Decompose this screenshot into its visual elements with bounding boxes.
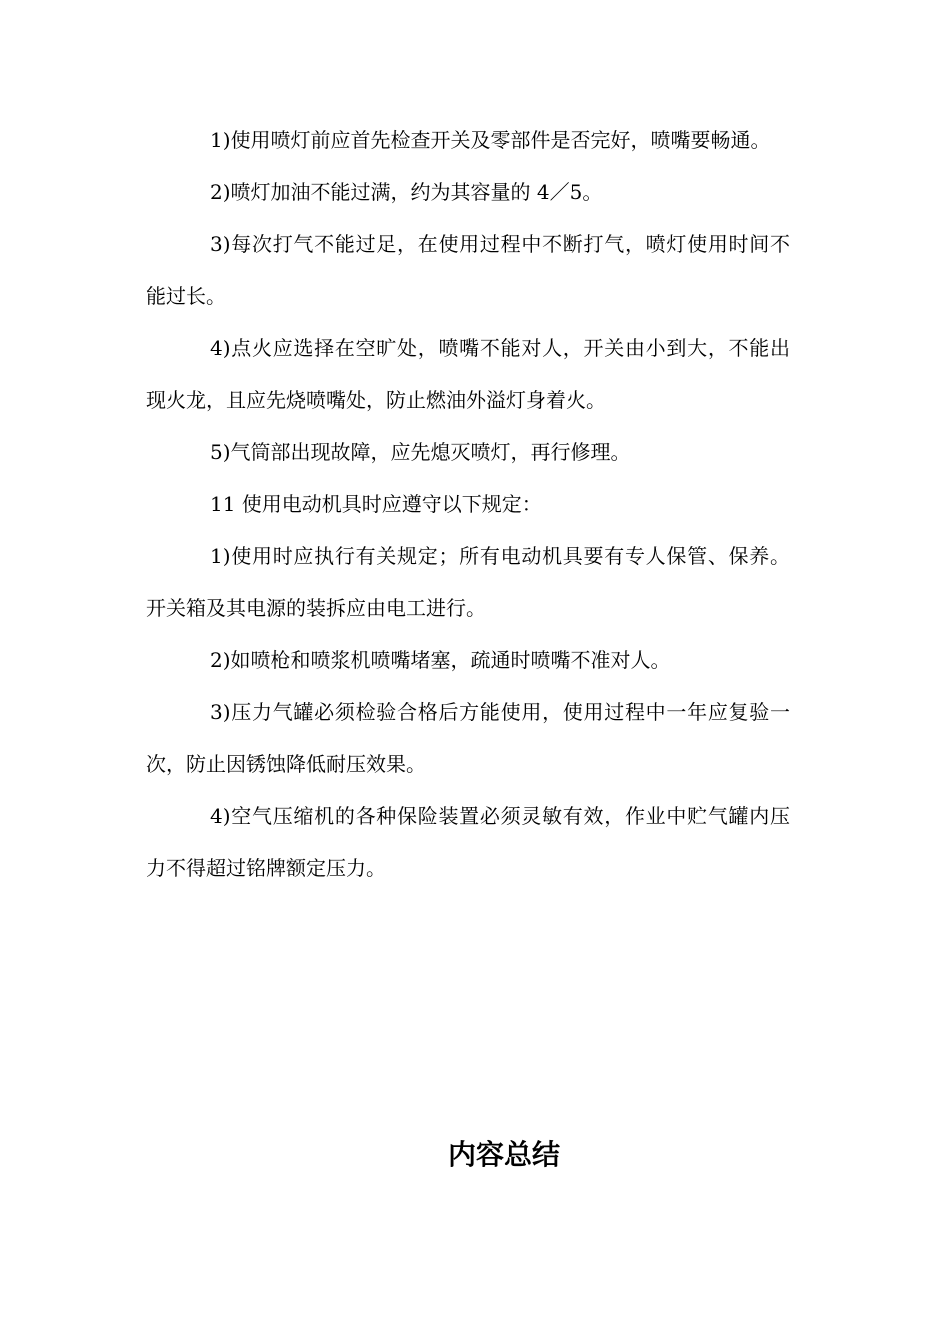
summary-title: 内容总结: [447, 1138, 560, 1171]
paragraph: 5)气筒部出现故障，应先熄灭喷灯，再行修理。: [210, 440, 631, 464]
paragraph: 1)使用时应执行有关规定；所有电动机具要有专人保管、保养。开关箱及其电源的装拆应由电工进行。: [146, 544, 790, 620]
paragraph: 4)点火应选择在空旷处，喷嘴不能对人，开关由小到大，不能出现火龙，且应先烧喷嘴处，防止燃油外溢灯身着火。: [146, 336, 790, 412]
paragraph: 2)如喷枪和喷浆机喷嘴堵塞，疏通时喷嘴不准对人。: [210, 648, 671, 672]
paragraph: 1)使用喷灯前应首先检查开关及零部件是否完好，喷嘴要畅通。: [210, 128, 771, 152]
paragraph: 3)压力气罐必须检验合格后方能使用，使用过程中一年应复验一次，防止因锈蚀降低耐压效果。: [146, 700, 790, 776]
section-heading: 11 使用电动机具时应遵守以下规定：: [210, 492, 542, 516]
paragraph: 3)每次打气不能过足，在使用过程中不断打气，喷灯使用时间不能过长。: [146, 232, 790, 308]
document-body: [146, 114, 790, 894]
paragraph: 4)空气压缩机的各种保险装置必须灵敏有效，作业中贮气罐内压力不得超过铭牌额定压力。: [146, 804, 790, 880]
paragraph: 2)喷灯加油不能过满，约为其容量的 4／5。: [210, 180, 603, 204]
